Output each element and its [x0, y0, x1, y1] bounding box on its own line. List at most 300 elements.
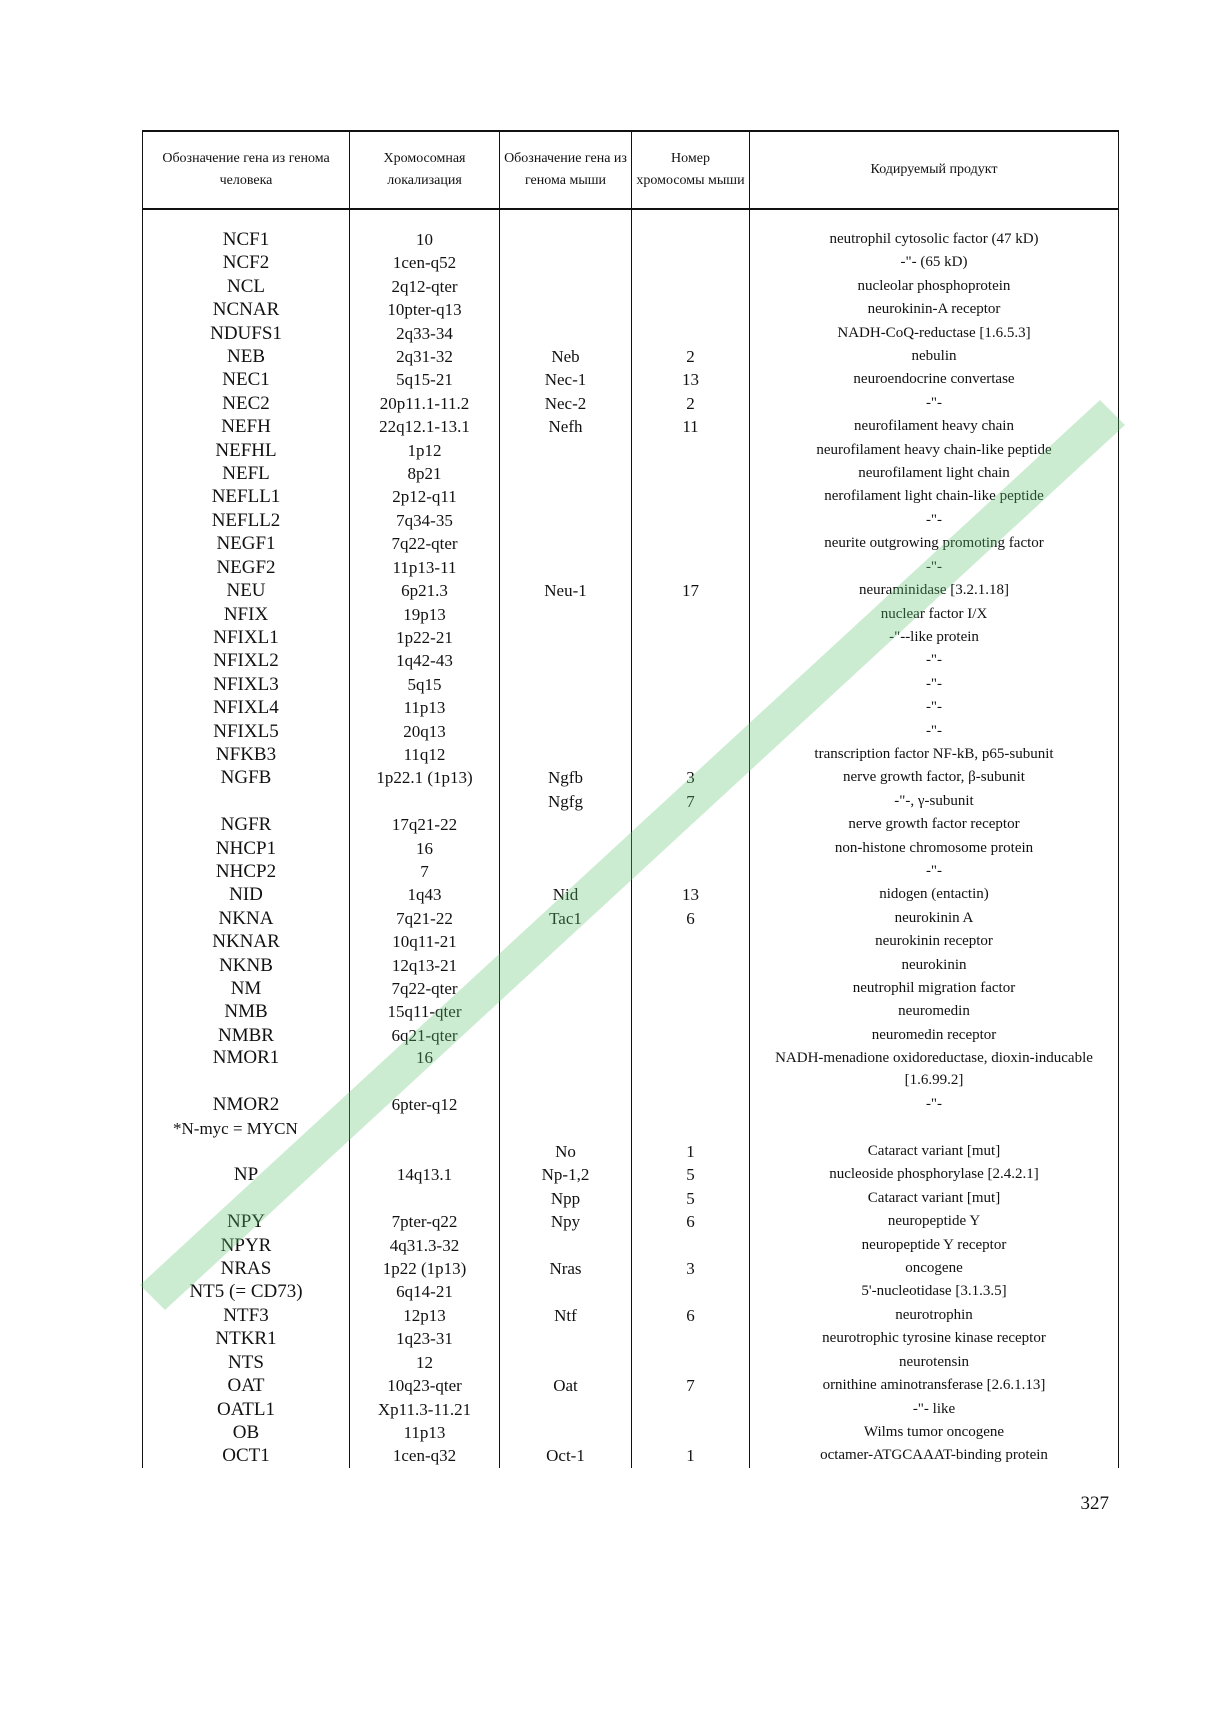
product-cell: nucleolar phosphoprotein — [750, 275, 1119, 298]
mouse-gene-cell — [500, 837, 632, 860]
location-cell: 12q13-21 — [350, 954, 500, 977]
location-cell: 8p21 — [350, 462, 500, 485]
mouse-chromosome-cell — [632, 673, 750, 696]
product-cell: -"- — [750, 673, 1119, 696]
location-cell: 19p13 — [350, 603, 500, 626]
product-cell: neurofilament heavy chain — [750, 415, 1119, 438]
mouse-gene-cell: Npp — [500, 1187, 632, 1210]
mouse-chromosome-cell: 7 — [632, 1374, 750, 1397]
mouse-chromosome-cell — [632, 532, 750, 555]
gene-cell: NHCP1 — [143, 837, 350, 860]
mouse-chromosome-cell — [632, 1000, 750, 1023]
mouse-gene-cell — [500, 954, 632, 977]
mouse-chromosome-cell — [632, 322, 750, 345]
product-cell: neurotrophin — [750, 1304, 1119, 1327]
table-row — [143, 907, 1119, 930]
location-cell: 6pter-q12 — [350, 1093, 500, 1116]
mouse-chromosome-cell — [632, 1234, 750, 1257]
location-cell: 5q15-21 — [350, 368, 500, 391]
mouse-gene-cell: Ngfb — [500, 766, 632, 789]
gene-cell: NEGF1 — [143, 532, 350, 555]
table-row — [143, 837, 1119, 860]
mouse-gene-cell: Tac1 — [500, 907, 632, 930]
gene-cell: NP — [143, 1163, 350, 1186]
mouse-gene-cell — [500, 1093, 632, 1116]
header-mouse-chrom: Номер хромосомы мыши — [632, 131, 750, 209]
table-row — [143, 1280, 1119, 1303]
mouse-chromosome-cell — [632, 1024, 750, 1047]
gene-cell: OATL1 — [143, 1398, 350, 1421]
product-cell: nidogen (entactin) — [750, 883, 1119, 906]
table-header-row — [143, 131, 1119, 209]
location-cell: 7pter-q22 — [350, 1210, 500, 1233]
location-cell: 15q11-qter — [350, 1000, 500, 1023]
table-row — [143, 720, 1119, 743]
mouse-gene-cell: Neb — [500, 345, 632, 368]
page-number: 327 — [1080, 1493, 1109, 1514]
mouse-gene-cell: Oat — [500, 1374, 632, 1397]
gene-cell: NTF3 — [143, 1304, 350, 1327]
gene-cell: NMOR2 — [143, 1093, 350, 1116]
product-cell: neurokinin receptor — [750, 930, 1119, 953]
product-cell: -"- — [750, 1093, 1119, 1116]
product-cell: -"- — [750, 649, 1119, 672]
gene-cell: NDUFS1 — [143, 322, 350, 345]
gene-cell: NEFH — [143, 415, 350, 438]
mouse-chromosome-cell — [632, 860, 750, 883]
table-row — [143, 439, 1119, 462]
location-cell: 10 — [350, 228, 500, 251]
gene-cell: NMBR — [143, 1024, 350, 1047]
mouse-chromosome-cell — [632, 603, 750, 626]
product-cell: neurofilament light chain — [750, 462, 1119, 485]
product-cell: neurokinin — [750, 954, 1119, 977]
mouse-gene-cell — [500, 603, 632, 626]
mouse-chromosome-cell: 6 — [632, 1304, 750, 1327]
location-cell: 11q12 — [350, 743, 500, 766]
location-cell: 16 — [350, 837, 500, 860]
product-cell: nuclear factor I/X — [750, 603, 1119, 626]
product-cell: -"--like protein — [750, 626, 1119, 649]
mouse-gene-cell — [500, 1000, 632, 1023]
product-cell: neurite outgrowing promoting factor — [750, 532, 1119, 555]
mouse-gene-cell — [500, 1024, 632, 1047]
mouse-chromosome-cell — [632, 556, 750, 579]
location-cell — [350, 1187, 500, 1210]
gene-cell — [143, 790, 350, 813]
location-cell: 1p22-21 — [350, 626, 500, 649]
table-row — [143, 1140, 1119, 1163]
product-cell: -"- (65 kD) — [750, 251, 1119, 274]
gene-cell: NKNB — [143, 954, 350, 977]
empty-cell — [350, 1117, 500, 1140]
location-cell: 2q31-32 — [350, 345, 500, 368]
gene-cell: NPYR — [143, 1234, 350, 1257]
mouse-chromosome-cell: 2 — [632, 345, 750, 368]
empty-cell — [750, 1117, 1119, 1140]
empty-cell — [500, 1117, 632, 1140]
gene-cell: NGFR — [143, 813, 350, 836]
mouse-gene-cell: Ntf — [500, 1304, 632, 1327]
gene-cell: NEFL — [143, 462, 350, 485]
product-cell: -"- — [750, 720, 1119, 743]
spacer-row — [143, 209, 1119, 228]
gene-cell: NT5 (= CD73) — [143, 1280, 350, 1303]
table-row — [143, 298, 1119, 321]
mouse-gene-cell — [500, 977, 632, 1000]
product-cell: nerve growth factor, β-subunit — [750, 766, 1119, 789]
mouse-chromosome-cell: 3 — [632, 1257, 750, 1280]
mouse-gene-cell: Npy — [500, 1210, 632, 1233]
product-cell: Cataract variant [mut] — [750, 1140, 1119, 1163]
mouse-chromosome-cell: 3 — [632, 766, 750, 789]
location-cell: 1p22.1 (1p13) — [350, 766, 500, 789]
mouse-gene-cell — [500, 298, 632, 321]
gene-cell: NEC2 — [143, 392, 350, 415]
mouse-gene-cell: Nec-1 — [500, 368, 632, 391]
product-cell: -"- — [750, 509, 1119, 532]
mouse-gene-cell — [500, 485, 632, 508]
gene-cell — [143, 1140, 350, 1163]
gene-table-wrap — [142, 130, 1118, 1475]
location-cell: 12p13 — [350, 1304, 500, 1327]
gene-cell: NEFLL2 — [143, 509, 350, 532]
location-cell: 7 — [350, 860, 500, 883]
mouse-gene-cell — [500, 322, 632, 345]
note-row — [143, 1117, 1119, 1140]
table-row — [143, 930, 1119, 953]
location-cell: 16 — [350, 1047, 500, 1093]
mouse-chromosome-cell: 6 — [632, 1210, 750, 1233]
table-row — [143, 1187, 1119, 1210]
mouse-chromosome-cell — [632, 1280, 750, 1303]
mouse-chromosome-cell — [632, 485, 750, 508]
mouse-chromosome-cell — [632, 1421, 750, 1444]
table-row — [143, 1327, 1119, 1350]
product-cell: neurokinin A — [750, 907, 1119, 930]
product-cell: -"- — [750, 696, 1119, 719]
table-row — [143, 368, 1119, 391]
product-cell: neurotensin — [750, 1351, 1119, 1374]
mouse-gene-cell: No — [500, 1140, 632, 1163]
mouse-gene-cell: Oct-1 — [500, 1444, 632, 1467]
location-cell: 1q43 — [350, 883, 500, 906]
table-row — [143, 883, 1119, 906]
mouse-gene-cell — [500, 813, 632, 836]
mouse-chromosome-cell — [632, 813, 750, 836]
mouse-chromosome-cell: 6 — [632, 907, 750, 930]
table-row — [143, 1024, 1119, 1047]
table-row — [143, 743, 1119, 766]
product-cell: -"- — [750, 556, 1119, 579]
product-cell: non-histone chromosome protein — [750, 837, 1119, 860]
header-product: Кодируемый продукт — [750, 131, 1119, 209]
gene-table-body — [143, 209, 1119, 1468]
table-row — [143, 462, 1119, 485]
table-row — [143, 509, 1119, 532]
gene-cell: NRAS — [143, 1257, 350, 1280]
location-cell: 1cen-q32 — [350, 1444, 500, 1467]
product-cell: ornithine aminotransferase [2.6.1.13] — [750, 1374, 1119, 1397]
location-cell: 2q12-qter — [350, 275, 500, 298]
mouse-gene-cell — [500, 649, 632, 672]
mouse-gene-cell — [500, 275, 632, 298]
product-cell: neuromedin receptor — [750, 1024, 1119, 1047]
mouse-gene-cell — [500, 743, 632, 766]
mouse-gene-cell — [500, 556, 632, 579]
gene-cell: NFIXL2 — [143, 649, 350, 672]
product-cell: neuromedin — [750, 1000, 1119, 1023]
product-cell: neutrophil cytosolic factor (47 kD) — [750, 228, 1119, 251]
gene-cell: NTS — [143, 1351, 350, 1374]
table-row — [143, 626, 1119, 649]
mouse-chromosome-cell — [632, 1047, 750, 1093]
mouse-gene-cell — [500, 673, 632, 696]
table-row — [143, 556, 1119, 579]
gene-cell: NMB — [143, 1000, 350, 1023]
location-cell: 22q12.1-13.1 — [350, 415, 500, 438]
product-cell: NADH-CoQ-reductase [1.6.5.3] — [750, 322, 1119, 345]
table-row — [143, 1047, 1119, 1093]
table-row — [143, 790, 1119, 813]
gene-cell: NEC1 — [143, 368, 350, 391]
location-cell: 7q21-22 — [350, 907, 500, 930]
table-row — [143, 603, 1119, 626]
gene-cell: NM — [143, 977, 350, 1000]
location-cell: 1p12 — [350, 439, 500, 462]
product-cell: oncogene — [750, 1257, 1119, 1280]
mouse-chromosome-cell: 7 — [632, 790, 750, 813]
gene-cell: NCL — [143, 275, 350, 298]
gene-table — [142, 130, 1119, 1468]
location-cell: 1q42-43 — [350, 649, 500, 672]
gene-cell: NFIXL3 — [143, 673, 350, 696]
product-cell: transcription factor NF-kB, p65-subunit — [750, 743, 1119, 766]
mouse-gene-cell: Nec-2 — [500, 392, 632, 415]
location-cell — [350, 790, 500, 813]
location-cell: 7q22-qter — [350, 532, 500, 555]
gene-cell: NEFHL — [143, 439, 350, 462]
location-cell: 11p13 — [350, 696, 500, 719]
location-cell: 20p11.1-11.2 — [350, 392, 500, 415]
gene-cell: NCF2 — [143, 251, 350, 274]
mouse-gene-cell — [500, 1327, 632, 1350]
gene-cell: NHCP2 — [143, 860, 350, 883]
gene-cell: NFKB3 — [143, 743, 350, 766]
location-cell: 1p22 (1p13) — [350, 1257, 500, 1280]
location-cell: 11p13-11 — [350, 556, 500, 579]
mouse-gene-cell — [500, 720, 632, 743]
mouse-chromosome-cell: 5 — [632, 1163, 750, 1186]
table-row — [143, 1000, 1119, 1023]
mouse-chromosome-cell: 17 — [632, 579, 750, 602]
mouse-gene-cell: Nras — [500, 1257, 632, 1280]
mouse-gene-cell — [500, 1047, 632, 1093]
location-cell: 11p13 — [350, 1421, 500, 1444]
table-row — [143, 345, 1119, 368]
product-cell: neurokinin-A receptor — [750, 298, 1119, 321]
product-cell: neuropeptide Y — [750, 1210, 1119, 1233]
mouse-chromosome-cell — [632, 275, 750, 298]
mouse-chromosome-cell: 1 — [632, 1140, 750, 1163]
mouse-chromosome-cell — [632, 696, 750, 719]
table-row — [143, 1163, 1119, 1186]
gene-cell: OCT1 — [143, 1444, 350, 1467]
location-cell: 6q14-21 — [350, 1280, 500, 1303]
mouse-chromosome-cell — [632, 954, 750, 977]
gene-cell: OAT — [143, 1374, 350, 1397]
product-cell: nucleoside phosphorylase [2.4.2.1] — [750, 1163, 1119, 1186]
gene-cell — [143, 1187, 350, 1210]
product-cell: -"- like — [750, 1398, 1119, 1421]
location-cell: 1cen-q52 — [350, 251, 500, 274]
product-cell: nebulin — [750, 345, 1119, 368]
gene-cell: NFIXL4 — [143, 696, 350, 719]
table-row — [143, 860, 1119, 883]
mouse-chromosome-cell — [632, 509, 750, 532]
location-cell: 12 — [350, 1351, 500, 1374]
location-cell: Xp11.3-11.21 — [350, 1398, 500, 1421]
product-cell: -"- — [750, 392, 1119, 415]
gene-cell: NKNAR — [143, 930, 350, 953]
mouse-chromosome-cell: 11 — [632, 415, 750, 438]
table-row — [143, 954, 1119, 977]
mouse-chromosome-cell: 2 — [632, 392, 750, 415]
gene-cell: NGFB — [143, 766, 350, 789]
mouse-chromosome-cell — [632, 977, 750, 1000]
table-row — [143, 1374, 1119, 1397]
table-row — [143, 766, 1119, 789]
location-cell: 10q11-21 — [350, 930, 500, 953]
mouse-chromosome-cell: 1 — [632, 1444, 750, 1467]
location-cell: 14q13.1 — [350, 1163, 500, 1186]
table-row — [143, 275, 1119, 298]
table-row — [143, 1257, 1119, 1280]
mouse-chromosome-cell — [632, 1351, 750, 1374]
table-row — [143, 1421, 1119, 1444]
table-row — [143, 1304, 1119, 1327]
mouse-gene-cell: Nid — [500, 883, 632, 906]
gene-cell: NCNAR — [143, 298, 350, 321]
table-row — [143, 1398, 1119, 1421]
mouse-gene-cell — [500, 930, 632, 953]
empty-cell — [632, 1117, 750, 1140]
product-cell: Cataract variant [mut] — [750, 1187, 1119, 1210]
mouse-gene-cell — [500, 228, 632, 251]
table-row — [143, 1210, 1119, 1233]
location-cell: 17q21-22 — [350, 813, 500, 836]
mouse-chromosome-cell — [632, 837, 750, 860]
table-row — [143, 485, 1119, 508]
product-cell: neuraminidase [3.2.1.18] — [750, 579, 1119, 602]
product-cell: -"-, γ-subunit — [750, 790, 1119, 813]
mouse-gene-cell — [500, 1351, 632, 1374]
gene-cell: NPY — [143, 1210, 350, 1233]
mouse-chromosome-cell — [632, 251, 750, 274]
table-row — [143, 415, 1119, 438]
mouse-gene-cell: Np-1,2 — [500, 1163, 632, 1186]
mouse-gene-cell: Nefh — [500, 415, 632, 438]
product-cell: nerve growth factor receptor — [750, 813, 1119, 836]
location-cell: 10q23-qter — [350, 1374, 500, 1397]
table-row — [143, 813, 1119, 836]
table-row — [143, 532, 1119, 555]
mouse-gene-cell — [500, 1280, 632, 1303]
header-chrom-loc: Хромосомная локализация — [350, 131, 500, 209]
location-cell: 20q13 — [350, 720, 500, 743]
table-row — [143, 1234, 1119, 1257]
location-cell: 2p12-q11 — [350, 485, 500, 508]
mouse-gene-cell — [500, 626, 632, 649]
mouse-chromosome-cell: 5 — [632, 1187, 750, 1210]
mouse-chromosome-cell — [632, 228, 750, 251]
gene-cell: NEGF2 — [143, 556, 350, 579]
table-row — [143, 392, 1119, 415]
mouse-gene-cell: Neu-1 — [500, 579, 632, 602]
location-cell: 5q15 — [350, 673, 500, 696]
mouse-gene-cell — [500, 1421, 632, 1444]
mouse-chromosome-cell — [632, 298, 750, 321]
gene-cell: NFIX — [143, 603, 350, 626]
location-cell: 7q34-35 — [350, 509, 500, 532]
gene-cell: NEB — [143, 345, 350, 368]
gene-cell: NEFLL1 — [143, 485, 350, 508]
location-cell — [350, 1140, 500, 1163]
mouse-gene-cell — [500, 439, 632, 462]
mouse-gene-cell: Ngfg — [500, 790, 632, 813]
mouse-gene-cell — [500, 251, 632, 274]
gene-cell: OB — [143, 1421, 350, 1444]
mouse-chromosome-cell — [632, 649, 750, 672]
table-row — [143, 1093, 1119, 1116]
mouse-chromosome-cell — [632, 1327, 750, 1350]
product-cell: octamer-ATGCAAAT-binding protein — [750, 1444, 1119, 1467]
mouse-gene-cell — [500, 532, 632, 555]
mouse-chromosome-cell — [632, 1093, 750, 1116]
location-cell: 6p21.3 — [350, 579, 500, 602]
table-row — [143, 322, 1119, 345]
mouse-gene-cell — [500, 1398, 632, 1421]
mouse-gene-cell — [500, 462, 632, 485]
location-cell: 2q33-34 — [350, 322, 500, 345]
gene-cell: NEU — [143, 579, 350, 602]
header-mouse-gene: Обозначение гена из генома мыши — [500, 131, 632, 209]
table-row — [143, 579, 1119, 602]
product-cell: 5'-nucleotidase [3.1.3.5] — [750, 1280, 1119, 1303]
mouse-chromosome-cell — [632, 930, 750, 953]
mouse-gene-cell — [500, 860, 632, 883]
product-cell: -"- — [750, 860, 1119, 883]
table-row — [143, 1351, 1119, 1374]
mouse-chromosome-cell — [632, 626, 750, 649]
mouse-chromosome-cell — [632, 439, 750, 462]
table-row — [143, 977, 1119, 1000]
table-row — [143, 251, 1119, 274]
product-cell: nerofilament light chain-like peptide — [750, 485, 1119, 508]
table-row — [143, 1444, 1119, 1467]
product-cell: Wilms tumor oncogene — [750, 1421, 1119, 1444]
mouse-gene-cell — [500, 509, 632, 532]
product-cell: NADH-menadione oxidoreductase, dioxin-inducable [1.6.99.2] — [750, 1047, 1119, 1093]
location-cell: 4q31.3-32 — [350, 1234, 500, 1257]
product-cell: neutrophil migration factor — [750, 977, 1119, 1000]
mouse-chromosome-cell: 13 — [632, 368, 750, 391]
gene-cell: NKNA — [143, 907, 350, 930]
location-cell: 6q21-qter — [350, 1024, 500, 1047]
product-cell: neurotrophic tyrosine kinase receptor — [750, 1327, 1119, 1350]
gene-cell: NID — [143, 883, 350, 906]
mouse-chromosome-cell — [632, 462, 750, 485]
